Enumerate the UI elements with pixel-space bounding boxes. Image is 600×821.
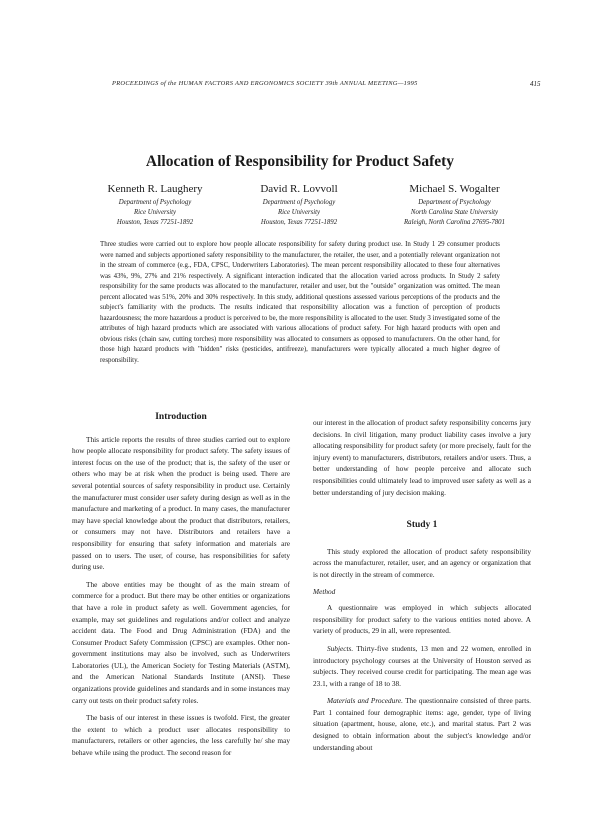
running-head: PROCEEDINGS of the HUMAN FACTORS AND ERGONOMICS SOCIETY 39th ANNUAL MEETING—1995 — [112, 80, 418, 87]
subsection-heading-method: Method — [313, 586, 336, 596]
abstract: Three studies were carried out to explore how people allocate responsibility for safety during product use. In Study 1 29 consumer products were named and subjects apportioned safety responsibility to the manufacturer, the retailer, the user, and a potentially relevant organization not in the stream of commerce (e.g., FDA, CPSC, Underwriters Laboratories). The mean percent responsibility allocated to these four alternatives was 43%, 9%, 27% and 21% respectively. A significant interaction indicated that the allocation varied across products. In Study 2 safety responsibility for the same products was allocated to the manufacturer, retailer and user, but the "outside" organization was omitted. The mean percent allocated was 51%, 20% and 30% respectively. In this study, additional questions assessed various perceptions of the products and the subject's familiarity with the products. The results indicated that responsibility allocation was a function of perception of products hazardousness; the more hazardous a product is perceived to be, the more responsibility is allocated to the user. Study 3 investigated some of the attributes of high hazard products which are associated with various allocations of product safety. For high hazard products with open and obvious risks (chain saw, cutting torches) more responsibility was allocated to consumers as opposed to manufacturers. On the other hand, for those high hazard products with "hidden" risks (pesticides, antifreeze), manufacturers were typically allocated a much higher degree of responsibility. — [100, 241, 500, 364]
paragraph: This article reports the results of three studies carried out to explore how people allocate responsibility for product safety. The safety issues of interest focus on the use of the product; that is, the safety of the user or others who may be at risk when the product is being used. There are several potential sources of safety responsibility in product use. Certainly the manufacturer must consider user safety during design as well as in the manufacture and marketing of a product. In many cases, the manufacturer may have special knowledge about the product that distributors, retailers, or consumers may not have. Distributors and retailers have a responsibility for ensuring that safety information and materials are passed on to users. The user, of course, has responsibilities for safety during use. — [72, 434, 290, 572]
run-in-heading: Subjects. — [327, 643, 354, 653]
paragraph-text: The questionnaire consisted of three parts. Part 1 contained four demographic items: age, gender, type of living situation (apartment, house, alone, etc.), and marital status. Part 2 was designed to obtain information about the subject's knowledge and/or understanding about — [313, 696, 531, 752]
paragraph: The above entities may be thought of as the main stream of commerce for a product. But there may be other entities or organizations that have a role in product safety as well. Government agencies, for example, may set guidelines and regulations and/or collect and analyze accident data. The Food and Drug Administration (FDA) and the Consumer Product Safety Commission (CPSC) are examples. Other non-government institutions may also be involved, such as Underwriters Laboratories (UL), the American Society for Testing Materials (ASTM), and the American National Standards Institute (ANSI). These organizations provide guidelines and standards and in some instances may carry out tests on their product safety roles. — [72, 579, 290, 705]
paragraph: A questionnaire was employed in which subjects allocated responsibility for product safety to the various entities noted above. A variety of products, 29 in all, were represented. — [313, 603, 531, 636]
author-address: Houston, Texas 77251-1892 — [116, 219, 194, 226]
paragraph: The basis of our interest in these issues is twofold. First, the greater the extent to which a product user allocates responsibility to manufacturers, retailers or other agencies, the less carefully he/ she may behave while using the product. The second reason for — [72, 713, 290, 758]
author-block — [362, 183, 547, 228]
paper-title: Allocation of Responsibility for Product Safety — [145, 153, 455, 170]
author-block — [214, 183, 384, 228]
author-name: Michael S. Wogalter — [409, 183, 500, 195]
author-department: Department of Psychology — [418, 199, 491, 206]
paragraph: This study explored the allocation of product safety responsibility across the manufacturer, retailer, user, and an agency or organization that is not directly in the stream of commerce. — [313, 546, 531, 579]
page-number: 415 — [530, 80, 541, 88]
paragraph-materials — [313, 695, 531, 753]
author-organization: Rice University — [277, 209, 321, 216]
paragraph-text: Thirty-five students, 13 men and 22 women, enrolled in introductory psychology courses at the University of Houston served as subjects. They received course credit for participating. The mean age was 23.1, with a range of 18 to 38. — [313, 643, 531, 688]
author-name: Kenneth R. Laughery — [107, 183, 203, 195]
author-department: Department of Psychology — [262, 199, 336, 206]
left-column — [72, 412, 290, 759]
paragraph: our interest in the allocation of product safety responsibility concerns jury decisions. In civil litigation, many product liability cases involve a jury allocating responsibility for product safety (or more precisely, fault for the injury event) to manufacturers, distributors, retailers and/or users. Thus, a better understanding of how people perceive and allocate such responsibilities could ultimately lead to improved user safety as well as a better understanding of jury decision making. — [313, 418, 531, 497]
right-column — [313, 417, 531, 753]
author-address: Houston, Texas 77251-1892 — [260, 219, 338, 226]
author-name: David R. Lovvoll — [260, 183, 338, 195]
author-organization: Rice University — [133, 209, 177, 216]
section-heading-introduction: Introduction — [155, 412, 207, 422]
author-organization: North Carolina State University — [410, 209, 499, 216]
paragraph-subjects — [313, 643, 531, 689]
run-in-heading: Materials and Procedure. — [327, 696, 403, 706]
section-heading-study-1: Study 1 — [406, 520, 438, 531]
author-address: Raleigh, North Carolina 27695-7801 — [404, 219, 505, 226]
author-department: Department of Psychology — [118, 199, 192, 206]
